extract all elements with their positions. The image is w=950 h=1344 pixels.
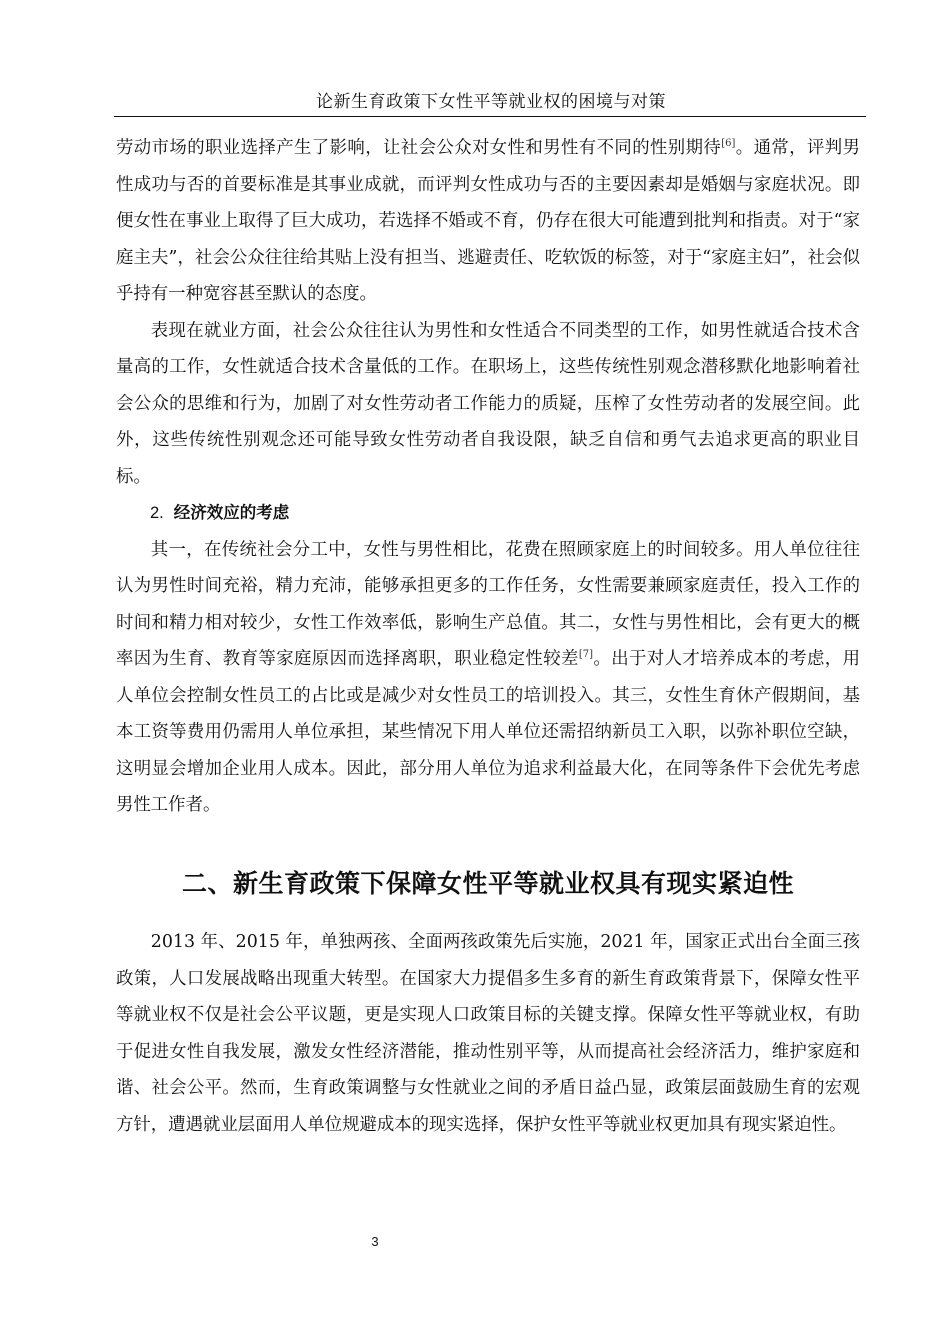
- subheading-label: 经济效应的考虑: [173, 503, 290, 522]
- page-number: 3: [371, 1234, 379, 1249]
- section-heading: 二、新生育政策下保障女性平等就业权具有现实紧迫性: [181, 869, 794, 898]
- citation-marker: [6]: [721, 138, 736, 150]
- body-text-block-2: [116, 924, 860, 1143]
- citation-marker: [7]: [578, 649, 593, 661]
- subheading-number: 2.: [150, 504, 164, 522]
- header-divider: [114, 116, 866, 117]
- paragraph-text: 。出于对人才培养成本的考虑，用人单位会控制女性员工的占比或是减少对女性员工的培训投入。其三，女性生育休产假期间，基本工资等费用仍需用人单位承担，某些情况下用人单位还需招纳新员工入职，以弥补职位空缺，这明显会增加企业用人成本。因此，部分用人单位为追求利益最大化，在同等条件下会优先考虑男性工作者。: [116, 649, 860, 815]
- running-header-title: 论新生育政策下女性平等就业权的困境与对策: [316, 92, 666, 112]
- paragraph-gender-expectations: [116, 130, 860, 313]
- subheading-economic-effects: [116, 495, 860, 532]
- paragraph-text: 其一，在传统社会分工中，女性与男性相比，花费在照顾家庭上的时间较多。用人单位往往认为男性时间充裕，精力充沛，能够承担更多的工作任务，女性需要兼顾家庭责任，投入工作的时间和精力相对较少，女性工作效率低，影响生产总值。其二，女性与男性相比，会有更大的概率因为生育、教育等家庭原因而选择离职，职业稳定性较差: [116, 539, 860, 669]
- paragraph-employment-stereotypes: 表现在就业方面，社会公众往往认为男性和女性适合不同类型的工作，如男性就适合技术含量高的工作，女性就适合技术含量低的工作。在职场上，这些传统性别观念潜移默化地影响着社会公众的思维和行为，加剧了对女性劳动者工作能力的质疑，压榨了女性劳动者的发展空间。此外，这些传统性别观念还可能导致女性劳动者自我设限，缺乏自信和勇气去追求更高的职业目标。: [116, 320, 860, 487]
- paragraph-text: 。通常，评判男性成功与否的首要标准是其事业成就，而评判女性成功与否的主要因素却是婚姻与家庭状况。即便女性在事业上取得了巨大成功，若选择不婚或不育，仍存在很大可能遭到批判和指责。对于“家庭主夫”，社会公众往往给其贴上没有担当、逃避责任、吃软饭的标签，对于“家庭主妇”，社会似乎持有一种宽容甚至默认的态度。: [116, 138, 860, 304]
- paragraph-policy-background: 2013 年、2015 年，单独两孩、全面两孩政策先后实施，2021 年，国家正式出台全面三孩政策，人口发展战略出现重大转型。在国家大力提倡多生多育的新生育政策背景下，保障女性平等就业权不仅是社会公平议题，更是实现人口政策目标的关键支撑。保障女性平等就业权，有助于促进女性自我发展，激发女性经济潜能，推动性别平等，从而提高社会经济活力，维护家庭和谐、社会公平。然而，生育政策调整与女性就业之间的矛盾日益凸显，政策层面鼓励生育的宏观方针，遭遇就业层面用人单位规避成本的现实选择，保护女性平等就业权更加具有现实紧迫性。: [116, 932, 860, 1135]
- paragraph-text: 劳动市场的职业选择产生了影响，让社会公众对女性和男性有不同的性别期待: [116, 138, 722, 158]
- paragraph-economic-reasons: [116, 532, 860, 824]
- body-text-block-1: [116, 130, 860, 824]
